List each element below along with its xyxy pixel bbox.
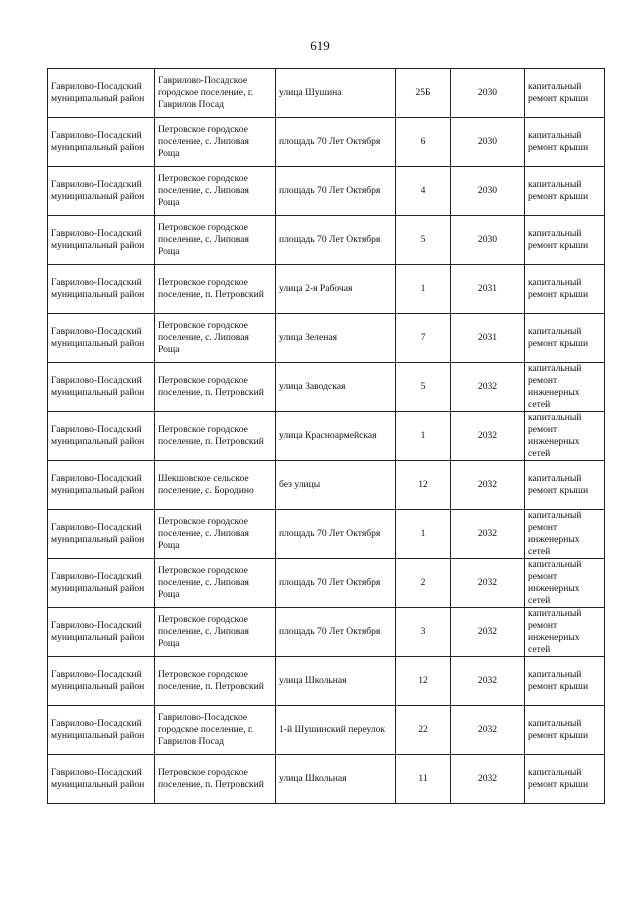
house-number-cell: 5 — [396, 216, 451, 265]
work-type-cell: капитальный ремонт инженерных сетей — [525, 363, 605, 412]
district-cell: Гаврилово-Посадский муниципальный район — [48, 461, 155, 510]
table-row — [48, 657, 605, 706]
year-cell: 2032 — [451, 559, 525, 608]
year-cell: 2030 — [451, 167, 525, 216]
year-cell: 2030 — [451, 118, 525, 167]
settlement-cell: Петровское городское поселение, с. Липовая Роща — [155, 118, 276, 167]
table-row — [48, 755, 605, 804]
table-row — [48, 510, 605, 559]
street-cell: улица Зеленая — [276, 314, 396, 363]
table-row — [48, 706, 605, 755]
table-row — [48, 559, 605, 608]
settlement-cell: Петровское городское поселение, п. Петровский — [155, 412, 276, 461]
settlement-cell: Гаврилово-Посадское городское поселение, г. Гаврилов Посад — [155, 69, 276, 118]
work-type-cell: капитальный ремонт крыши — [525, 314, 605, 363]
work-type-cell: капитальный ремонт инженерных сетей — [525, 412, 605, 461]
house-number-cell: 12 — [396, 657, 451, 706]
street-cell: площадь 70 Лет Октября — [276, 559, 396, 608]
district-cell: Гаврилово-Посадский муниципальный район — [48, 363, 155, 412]
table-row — [48, 167, 605, 216]
street-cell: площадь 70 Лет Октября — [276, 608, 396, 657]
settlement-cell: Петровское городское поселение, с. Липовая Роща — [155, 216, 276, 265]
year-cell: 2032 — [451, 461, 525, 510]
street-cell: улица Школьная — [276, 657, 396, 706]
year-cell: 2031 — [451, 265, 525, 314]
year-cell: 2032 — [451, 412, 525, 461]
work-type-cell: капитальный ремонт крыши — [525, 118, 605, 167]
work-type-cell: капитальный ремонт крыши — [525, 755, 605, 804]
district-cell: Гаврилово-Посадский муниципальный район — [48, 510, 155, 559]
table-row — [48, 314, 605, 363]
year-cell: 2032 — [451, 657, 525, 706]
settlement-cell: Петровское городское поселение, п. Петровский — [155, 265, 276, 314]
district-cell: Гаврилово-Посадский муниципальный район — [48, 314, 155, 363]
year-cell: 2032 — [451, 363, 525, 412]
house-number-cell: 4 — [396, 167, 451, 216]
district-cell: Гаврилово-Посадский муниципальный район — [48, 755, 155, 804]
district-cell: Гаврилово-Посадский муниципальный район — [48, 412, 155, 461]
street-cell: площадь 70 Лет Октября — [276, 216, 396, 265]
work-type-cell: капитальный ремонт инженерных сетей — [525, 510, 605, 559]
house-number-cell: 1 — [396, 510, 451, 559]
settlement-cell: Гаврилово-Посадское городское поселение, г. Гаврилов Посад — [155, 706, 276, 755]
work-type-cell: капитальный ремонт крыши — [525, 461, 605, 510]
year-cell: 2030 — [451, 69, 525, 118]
work-type-cell: капитальный ремонт крыши — [525, 69, 605, 118]
year-cell: 2031 — [451, 314, 525, 363]
table-row — [48, 216, 605, 265]
table-row — [48, 412, 605, 461]
year-cell: 2032 — [451, 608, 525, 657]
house-number-cell: 22 — [396, 706, 451, 755]
house-number-cell: 6 — [396, 118, 451, 167]
street-cell: площадь 70 Лет Октября — [276, 167, 396, 216]
table-row — [48, 265, 605, 314]
settlement-cell: Петровское городское поселение, с. Липовая Роща — [155, 559, 276, 608]
table-row — [48, 363, 605, 412]
street-cell: улица Заводская — [276, 363, 396, 412]
settlement-cell: Шекшовское сельское поселение, с. Бородино — [155, 461, 276, 510]
year-cell: 2032 — [451, 510, 525, 559]
district-cell: Гаврилово-Посадский муниципальный район — [48, 608, 155, 657]
work-type-cell: капитальный ремонт крыши — [525, 216, 605, 265]
street-cell: улица Школьная — [276, 755, 396, 804]
street-cell: улица Красноармейская — [276, 412, 396, 461]
table-row — [48, 461, 605, 510]
year-cell: 2030 — [451, 216, 525, 265]
settlement-cell: Петровское городское поселение, п. Петровский — [155, 657, 276, 706]
house-number-cell: 25Б — [396, 69, 451, 118]
street-cell: 1-й Шушинский переулок — [276, 706, 396, 755]
work-type-cell: капитальный ремонт крыши — [525, 265, 605, 314]
house-number-cell: 3 — [396, 608, 451, 657]
settlement-cell: Петровское городское поселение, с. Липовая Роща — [155, 608, 276, 657]
street-cell: площадь 70 Лет Октября — [276, 118, 396, 167]
work-type-cell: капитальный ремонт крыши — [525, 706, 605, 755]
house-number-cell: 1 — [396, 412, 451, 461]
house-number-cell: 1 — [396, 265, 451, 314]
work-type-cell: капитальный ремонт инженерных сетей — [525, 608, 605, 657]
street-cell: без улицы — [276, 461, 396, 510]
settlement-cell: Петровское городское поселение, с. Липовая Роща — [155, 510, 276, 559]
house-number-cell: 7 — [396, 314, 451, 363]
street-cell: улица 2-я Рабочая — [276, 265, 396, 314]
street-cell: площадь 70 Лет Октября — [276, 510, 396, 559]
year-cell: 2032 — [451, 755, 525, 804]
district-cell: Гаврилово-Посадский муниципальный район — [48, 216, 155, 265]
table-row — [48, 69, 605, 118]
district-cell: Гаврилово-Посадский муниципальный район — [48, 706, 155, 755]
page-number: 619 — [310, 38, 330, 53]
settlement-cell: Петровское городское поселение, с. Липовая Роща — [155, 167, 276, 216]
settlement-cell: Петровское городское поселение, п. Петровский — [155, 363, 276, 412]
district-cell: Гаврилово-Посадский муниципальный район — [48, 657, 155, 706]
street-cell: улица Шушина — [276, 69, 396, 118]
table-row — [48, 118, 605, 167]
house-number-cell: 11 — [396, 755, 451, 804]
settlement-cell: Петровское городское поселение, п. Петровский — [155, 755, 276, 804]
house-number-cell: 5 — [396, 363, 451, 412]
house-number-cell: 2 — [396, 559, 451, 608]
district-cell: Гаврилово-Посадский муниципальный район — [48, 167, 155, 216]
district-cell: Гаврилово-Посадский муниципальный район — [48, 265, 155, 314]
year-cell: 2032 — [451, 706, 525, 755]
house-number-cell: 12 — [396, 461, 451, 510]
housing-repair-table — [47, 68, 605, 804]
work-type-cell: капитальный ремонт крыши — [525, 167, 605, 216]
table-body — [48, 69, 605, 804]
table-row — [48, 608, 605, 657]
district-cell: Гаврилово-Посадский муниципальный район — [48, 69, 155, 118]
district-cell: Гаврилово-Посадский муниципальный район — [48, 559, 155, 608]
work-type-cell: капитальный ремонт инженерных сетей — [525, 559, 605, 608]
settlement-cell: Петровское городское поселение, с. Липовая Роща — [155, 314, 276, 363]
work-type-cell: капитальный ремонт крыши — [525, 657, 605, 706]
district-cell: Гаврилово-Посадский муниципальный район — [48, 118, 155, 167]
